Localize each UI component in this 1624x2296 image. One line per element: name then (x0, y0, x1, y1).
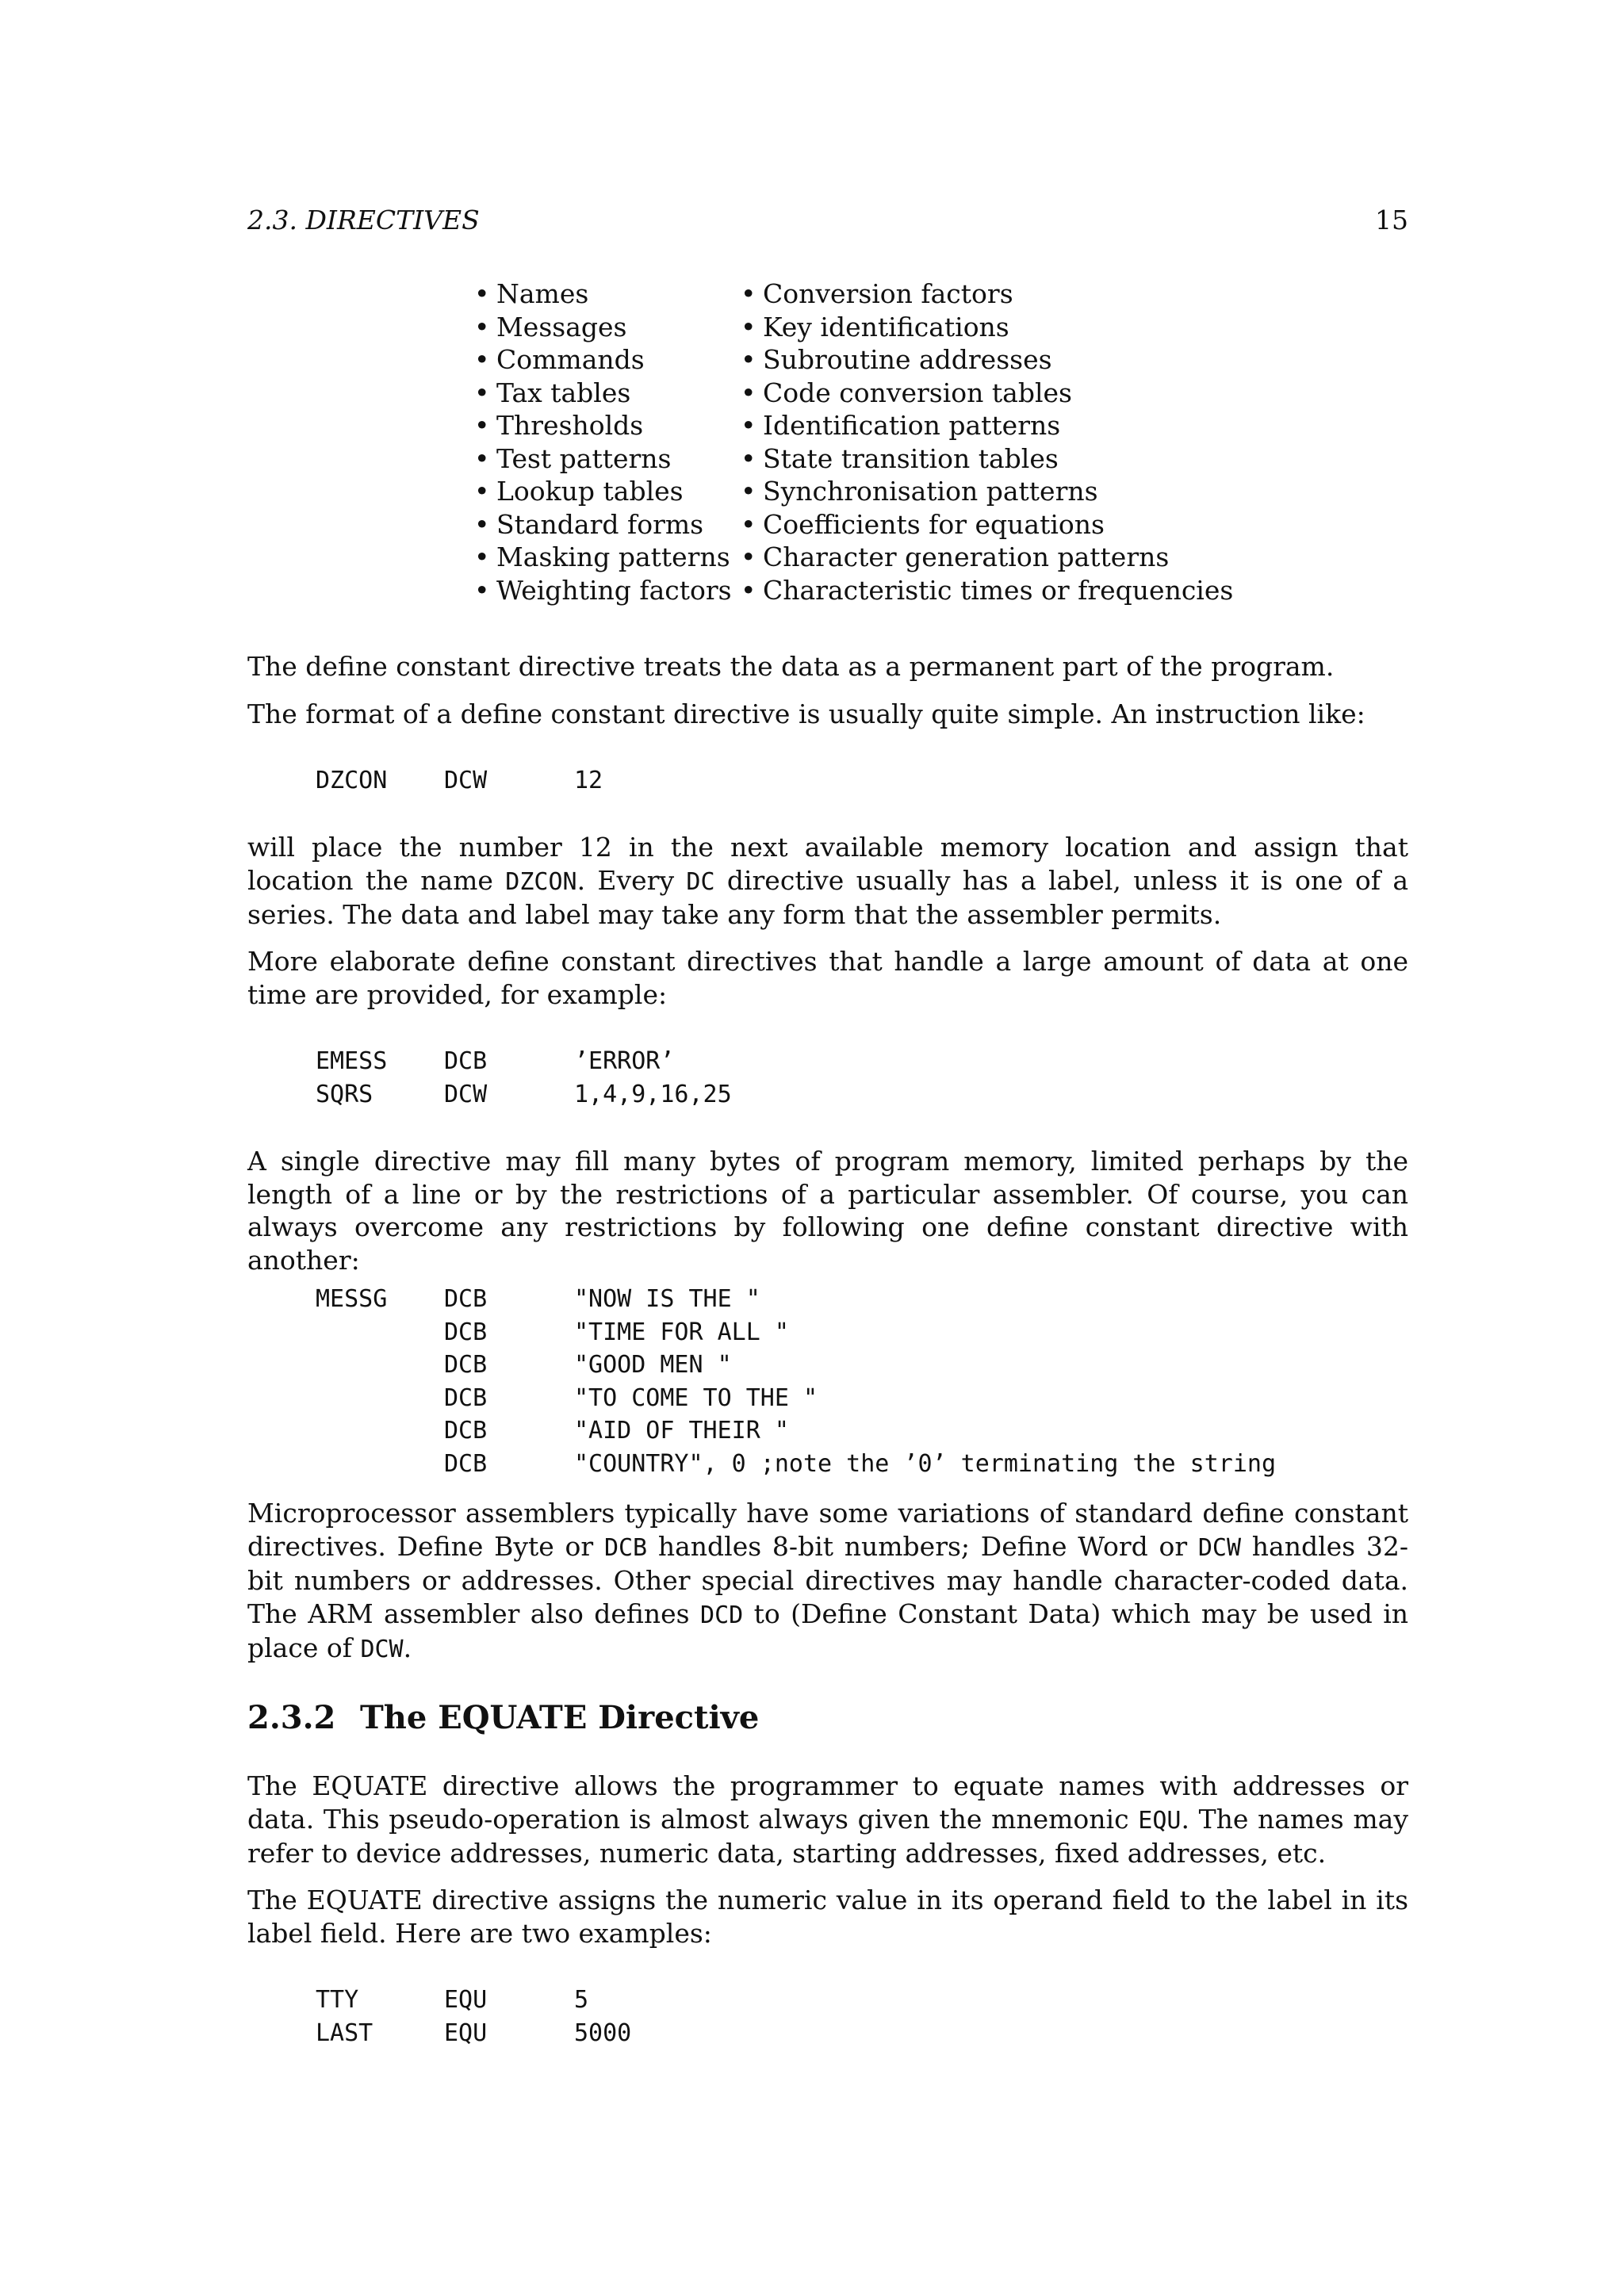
code-opcode: DCB (444, 1383, 488, 1412)
text-run: The EQUATE directive allows the programmer to equate names with addresses or data. This pseudo-operation is almost always given the mnemonic (247, 1770, 1408, 1835)
bullet-dot: • (741, 476, 756, 507)
text-run: will place the number 12 in the next available memory location and assign that location the name (247, 832, 1408, 896)
bullet-item (474, 277, 732, 311)
bullet-item (474, 377, 732, 410)
bullet-item (741, 442, 1233, 476)
code-operand: "GOOD MEN " (574, 1351, 732, 1379)
code-opcode: DCW (444, 767, 488, 794)
running-head-section: 2.3. DIRECTIVES (247, 205, 480, 235)
code-operand: "AID OF THEIR " (574, 1417, 789, 1445)
bullet-item (474, 409, 732, 442)
bullet-label: Synchronisation patterns (763, 476, 1098, 507)
code-operand: 5000 (574, 2019, 632, 2047)
bullet-dot: • (474, 278, 490, 309)
bullet-label: Names (496, 278, 589, 309)
inline-code: DC (686, 867, 715, 896)
code-opcode: DCB (444, 1449, 488, 1478)
code-opcode: DCB (444, 1318, 488, 1346)
text-run: . The names may refer to device addresses, numeric data, starting addresses, fixed addresses, etc. (247, 1803, 1408, 1869)
code-opcode: DCW (444, 1080, 488, 1108)
bullet-dot: • (741, 410, 756, 441)
bullet-dot: • (474, 574, 490, 606)
code-operand: "TO COME TO THE " (574, 1383, 818, 1412)
bullet-dot: • (741, 311, 756, 342)
bullet-label: Key identifications (763, 311, 1009, 342)
code-opcode: DCB (444, 1351, 488, 1379)
bullet-label: Standard forms (496, 508, 704, 540)
bullet-item (474, 343, 732, 377)
paragraph (247, 1497, 1408, 1667)
text-run: . (403, 1632, 412, 1663)
inline-code: DZCON (505, 867, 577, 896)
bullet-item (741, 409, 1233, 442)
bullet-label: Tax tables (496, 377, 631, 408)
text-run: handles 8-bit numbers; Define Word or (647, 1530, 1198, 1562)
inline-code: DCD (700, 1601, 744, 1629)
inline-code: DCW (1197, 1533, 1242, 1562)
text-run: to (Define Constant Data) which may be used in place of (247, 1598, 1408, 1663)
bullet-label: Coefficients for equations (763, 508, 1105, 540)
bullet-item (741, 541, 1233, 574)
bullet-dot: • (474, 476, 490, 507)
code-label: LAST (316, 2019, 373, 2047)
bullet-label: Character generation patterns (763, 541, 1170, 572)
bullet-label: Characteristic times or frequencies (763, 574, 1234, 606)
bullet-dot: • (474, 541, 490, 572)
code-operand: "COUNTRY", 0 ;note the ’0’ terminating the string (574, 1449, 1277, 1478)
code-operand: "NOW IS THE " (574, 1285, 760, 1313)
bullet-item (741, 311, 1233, 344)
text-run: directive usually has a label, unless it is one of a series. The data and label may take any form that the assembler permits. (247, 864, 1409, 930)
bullet-dot: • (474, 508, 490, 540)
code-opcode: DCB (444, 1285, 488, 1313)
code-operand: "TIME FOR ALL " (574, 1318, 789, 1346)
bullet-dot: • (741, 344, 756, 375)
bullet-item (474, 475, 732, 508)
bullet-dot: • (474, 410, 490, 441)
bullet-label: Lookup tables (496, 476, 684, 507)
section-number: 2.3.2 (247, 1699, 336, 1736)
bullet-item (474, 311, 732, 344)
bullet-label: Code conversion tables (763, 377, 1072, 408)
bullet-label: Weighting factors (496, 574, 732, 606)
bullet-column-right (741, 277, 1233, 607)
bullet-label: Test patterns (496, 442, 672, 474)
section-heading (247, 1698, 759, 1738)
paragraph: The define constant directive treats the data as a permanent part of the program. (247, 651, 1335, 682)
inline-code: DCW (360, 1636, 404, 1663)
bullet-item (741, 277, 1233, 311)
code-opcode: DCB (444, 1047, 488, 1075)
bullet-label: State transition tables (763, 442, 1059, 474)
bullet-dot: • (741, 574, 756, 606)
bullet-column-left (474, 277, 732, 607)
code-label: SQRS (316, 1080, 373, 1108)
inline-code: EQU (1138, 1806, 1182, 1835)
bullet-dot: • (741, 541, 756, 572)
inline-code: DCB (603, 1533, 648, 1562)
text-run: Microprocessor assemblers typically have some variations of standard define constant directives. Define Byte or (247, 1498, 1408, 1562)
paragraph: A single directive may fill many bytes of program memory, limited perhaps by the length of a line or by the restrictions of a particular assembler. Of course, you can always overcome any restrictions by following one define constant directive with another: (247, 1146, 1408, 1276)
code-label: TTY (316, 1986, 359, 2014)
section-title: The EQUATE Directive (360, 1699, 760, 1736)
paragraph (247, 1770, 1408, 1870)
bullet-item (474, 574, 732, 607)
paragraph: More elaborate define constant directives that handle a large amount of data at one time are provided, for example: (247, 946, 1408, 1010)
bullet-dot: • (474, 344, 490, 375)
bullet-item (474, 442, 732, 476)
bullet-item (474, 508, 732, 541)
page-number: 15 (1375, 205, 1408, 235)
code-opcode: EQU (444, 2019, 488, 2047)
bullet-item (741, 475, 1233, 508)
code-operand: 12 (574, 767, 603, 794)
bullet-item (741, 377, 1233, 410)
bullet-label: Messages (496, 311, 627, 342)
paragraph: The format of a define constant directive is usually quite simple. An instruction like: (247, 698, 1365, 729)
text-run: handles 32-bit numbers or addresses. Other special directives may handle character-coded data. The ARM assembler also defines (247, 1530, 1408, 1629)
bullet-label: Thresholds (496, 410, 644, 441)
bullet-label: Conversion factors (763, 278, 1013, 309)
paragraph: The EQUATE directive assigns the numeric value in its operand field to the label in its label field. Here are two examples: (247, 1885, 1408, 1949)
bullet-label: Commands (496, 344, 645, 375)
bullet-dot: • (474, 311, 490, 342)
bullet-dot: • (741, 377, 756, 408)
bullet-dot: • (474, 442, 490, 474)
bullet-item (741, 574, 1233, 607)
code-operand: 5 (574, 1986, 589, 2014)
code-opcode: DCB (444, 1417, 488, 1445)
code-label: MESSG (316, 1285, 388, 1313)
bullet-label: Identification patterns (763, 410, 1061, 441)
text-run: . Every (576, 864, 687, 896)
code-opcode: EQU (444, 1986, 488, 2014)
code-label: EMESS (316, 1047, 388, 1075)
bullet-item (741, 343, 1233, 377)
bullet-dot: • (741, 442, 756, 474)
bullet-item (474, 541, 732, 574)
bullet-item (741, 508, 1233, 541)
bullet-dot: • (474, 377, 490, 408)
bullet-label: Subroutine addresses (763, 344, 1052, 375)
code-label: DZCON (316, 767, 388, 794)
bullet-dot: • (741, 508, 756, 540)
code-operand: ’ERROR’ (574, 1047, 675, 1075)
bullet-dot: • (741, 278, 756, 309)
code-operand: 1,4,9,16,25 (574, 1080, 732, 1108)
paragraph (247, 831, 1408, 932)
bullet-label: Masking patterns (496, 541, 730, 572)
